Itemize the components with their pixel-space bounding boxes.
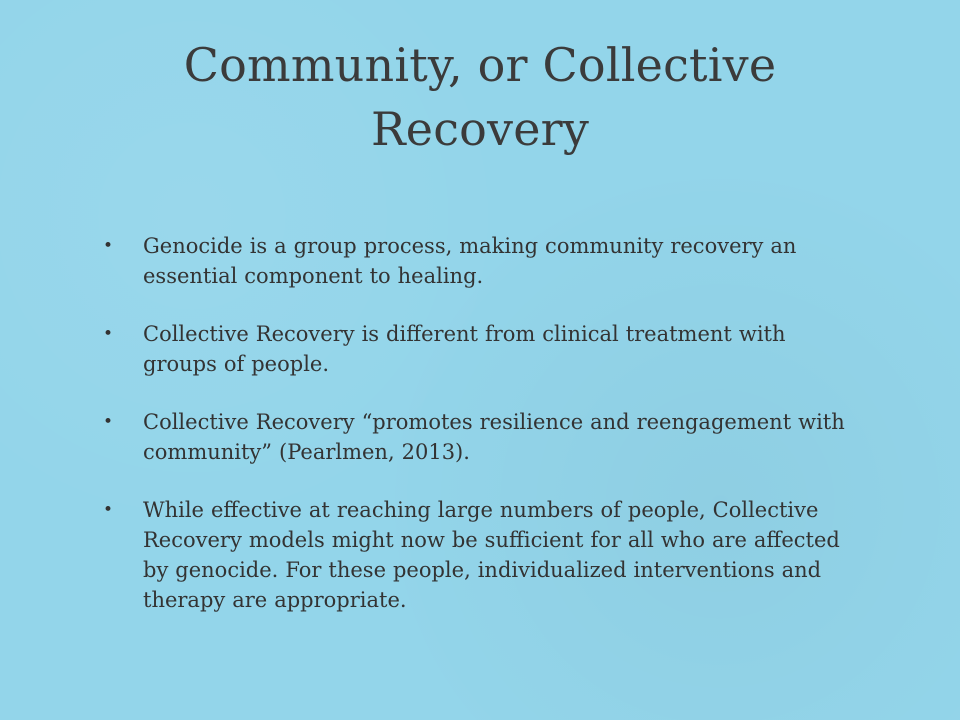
bullet-item-4 — [103, 495, 863, 615]
bullet-list — [103, 231, 863, 643]
bullet-text-4: While effective at reaching large numbers of people, Collective Recovery models might now be sufficient for all who are affected by genocide. For these people, individualized interventions and therapy are appropriate. — [143, 498, 840, 612]
bullet-marker: • — [103, 500, 114, 520]
slide-title-line-1: Community, or Collective — [183, 38, 777, 92]
bullet-text-3: Collective Recovery “promotes resilience and reengagement with community” (Pearlmen, 2013). — [143, 410, 845, 464]
bullet-marker: • — [103, 236, 114, 256]
slide-title — [120, 33, 840, 161]
bullet-item-1 — [103, 231, 863, 291]
bullet-item-3 — [103, 407, 863, 467]
bullet-marker: • — [103, 412, 114, 432]
bullet-marker: • — [103, 324, 114, 344]
bullet-item-2 — [103, 319, 863, 379]
slide-title-line-2: Recovery — [370, 102, 590, 156]
bullet-text-2: Collective Recovery is different from clinical treatment with groups of people. — [143, 322, 786, 376]
bullet-text-1: Genocide is a group process, making community recovery an essential component to healing. — [143, 234, 797, 288]
